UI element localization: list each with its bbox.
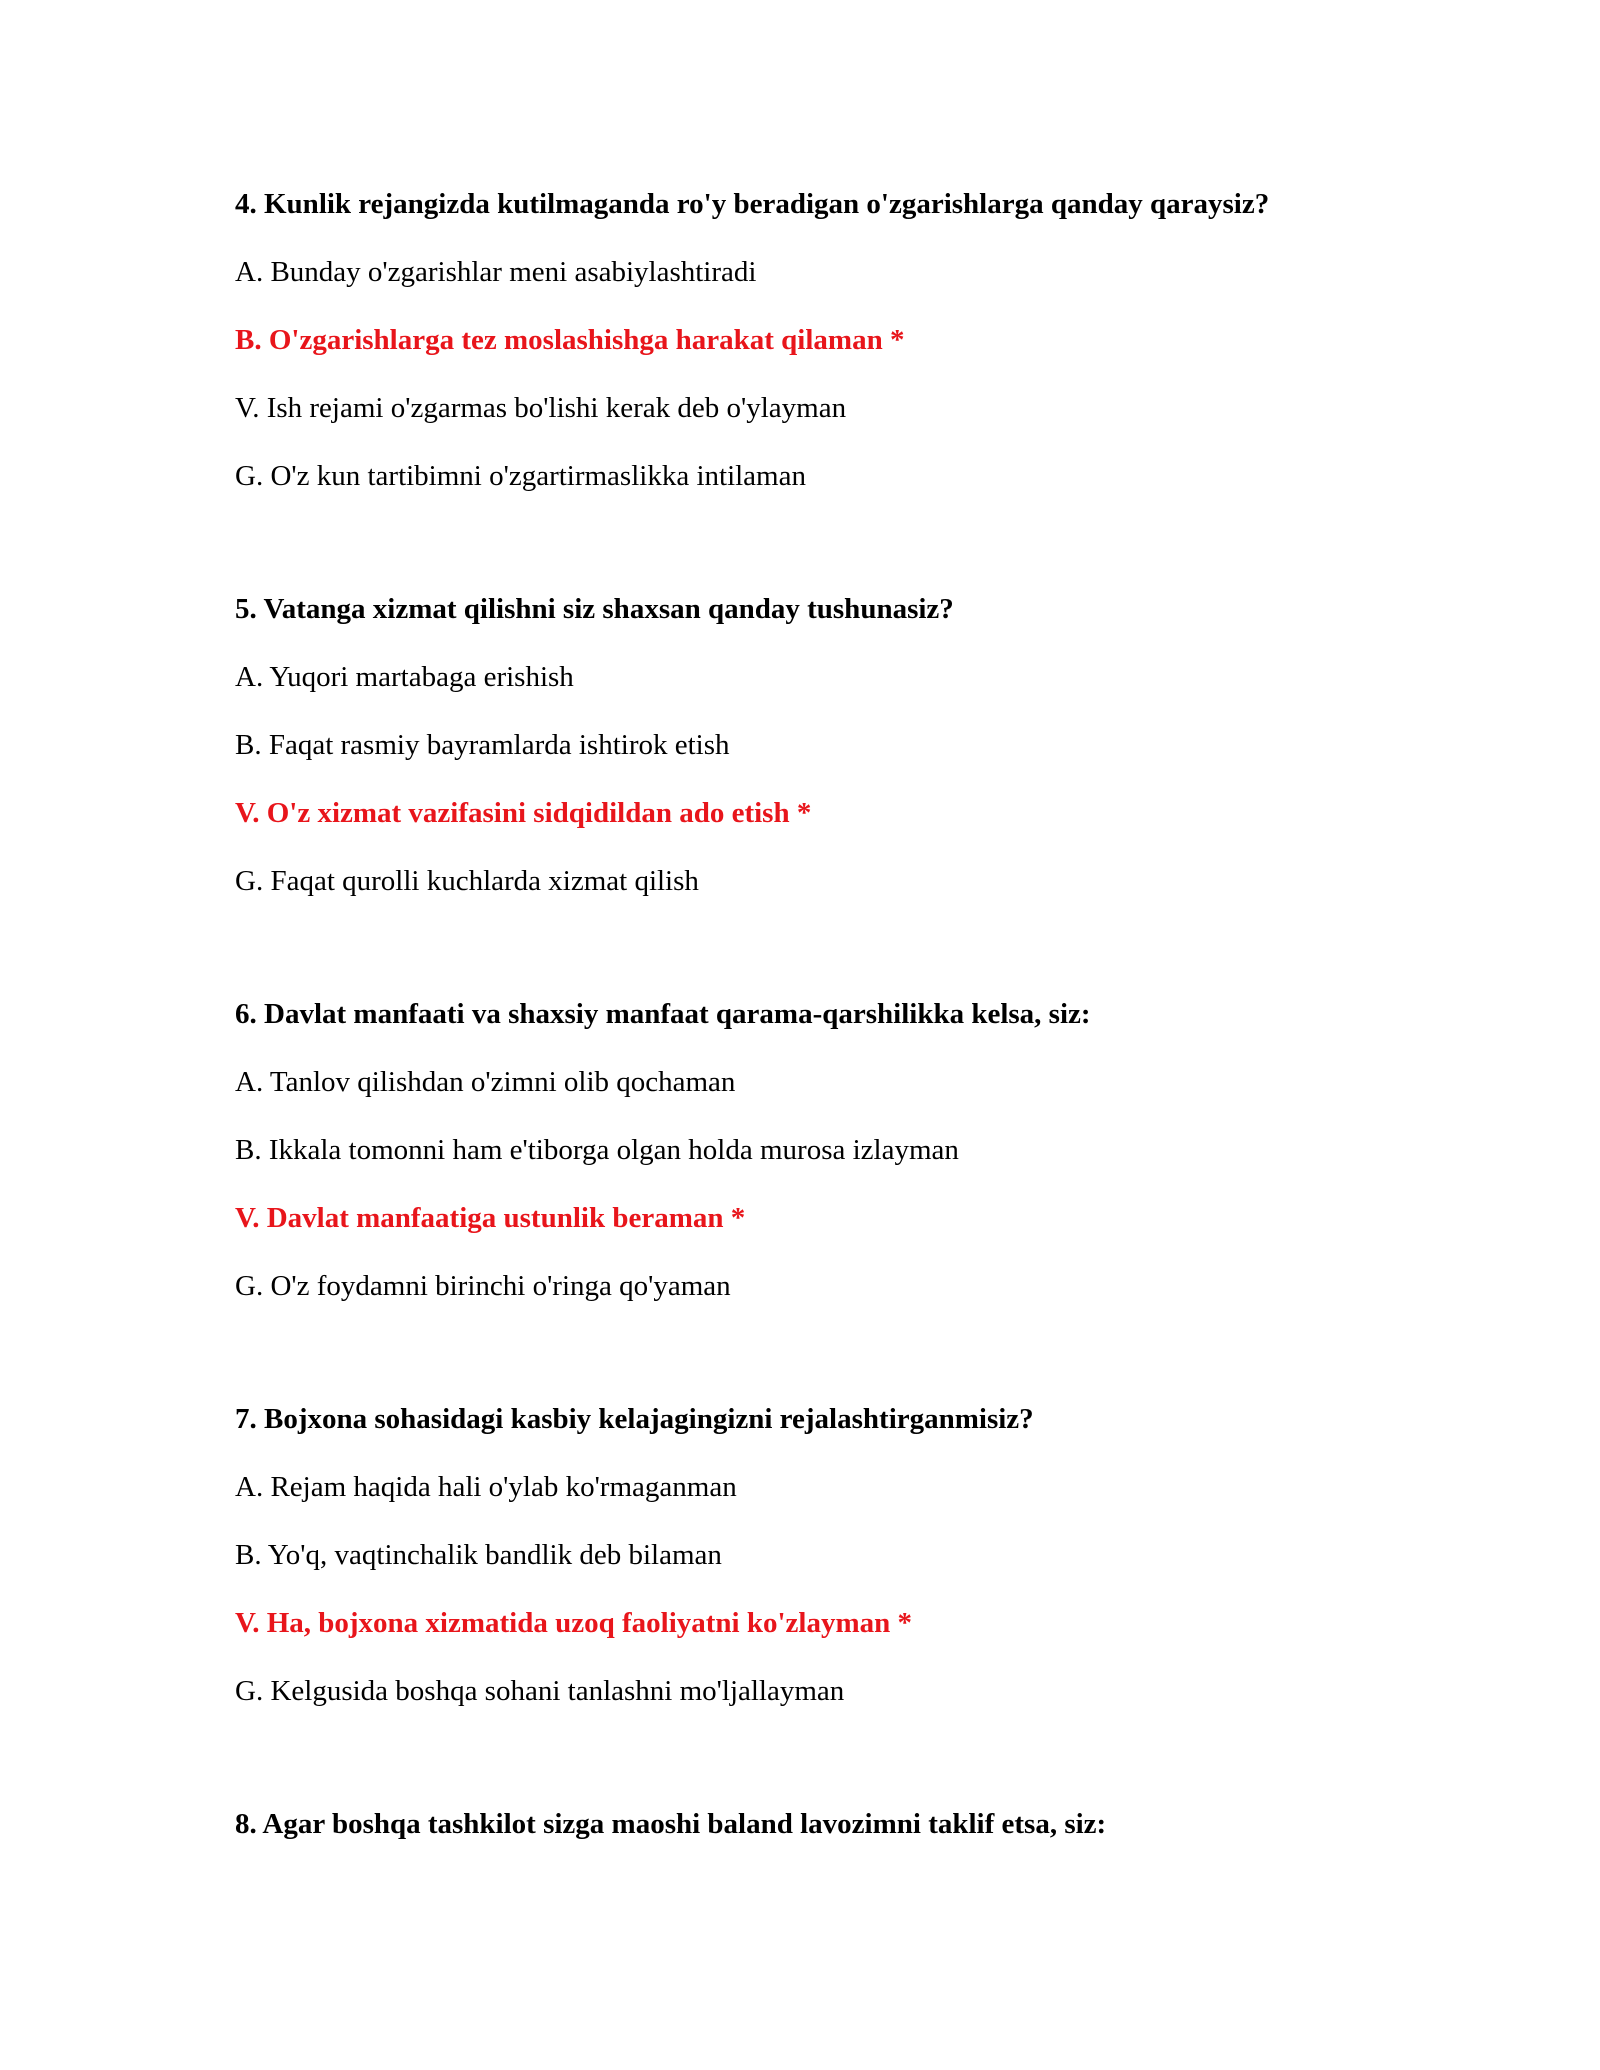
answer-list: [235, 1065, 1435, 1303]
answer-list: [235, 1470, 1435, 1708]
answer-option-a: A. Bunday o'zgarishlar meni asabiylashtiradi: [235, 256, 757, 288]
answer-option-g: G. O'z foydamni birinchi o'ringa qo'yaman: [235, 1270, 731, 1302]
question-text: 7. Bojxona sohasidagi kasbiy kelajagingizni rejalashtirganmisiz?: [235, 1403, 1034, 1435]
question-8: [235, 1807, 1435, 1841]
answer-option-b-correct: B. O'zgarishlarga tez moslashishga harakat qilaman *: [235, 324, 905, 356]
answer-option-b: B. Ikkala tomonni ham e'tiborga olgan holda murosa izlayman: [235, 1134, 959, 1166]
answer-option-v-correct: V. O'z xizmat vazifasini sidqidildan ado etish *: [235, 797, 812, 829]
answer-option-a: A. Tanlov qilishdan o'zimni olib qochaman: [235, 1066, 736, 1098]
answer-option-a: A. Yuqori martabaga erishish: [235, 661, 574, 693]
question-6: [235, 997, 1435, 1303]
answer-option-b: B. Faqat rasmiy bayramlarda ishtirok etish: [235, 729, 730, 761]
question-7: [235, 1402, 1435, 1708]
question-text: 4. Kunlik rejangizda kutilmaganda ro'y beradigan o'zgarishlarga qanday qaraysiz?: [235, 188, 1270, 220]
answer-option-a: A. Rejam haqida hali o'ylab ko'rmaganman: [235, 1471, 737, 1503]
answer-option-v-correct: V. Ha, bojxona xizmatida uzoq faoliyatni ko'zlayman *: [235, 1607, 912, 1639]
question-text: 8. Agar boshqa tashkilot sizga maoshi baland lavozimni taklif etsa, siz:: [235, 1808, 1107, 1840]
question-text: 5. Vatanga xizmat qilishni siz shaxsan qanday tushunasiz?: [235, 593, 954, 625]
answer-option-g: G. Faqat qurolli kuchlarda xizmat qilish: [235, 865, 699, 897]
answer-option-b: B. Yo'q, vaqtinchalik bandlik deb bilaman: [235, 1539, 722, 1571]
answer-list: [235, 660, 1435, 898]
question-4: [235, 187, 1435, 493]
answer-option-g: G. Kelgusida boshqa sohani tanlashni mo'ljallayman: [235, 1675, 845, 1707]
answer-option-v: V. Ish rejami o'zgarmas bo'lishi kerak deb o'ylayman: [235, 392, 847, 424]
question-5: [235, 592, 1435, 898]
answer-option-v-correct: V. Davlat manfaatiga ustunlik beraman *: [235, 1202, 746, 1234]
question-text: 6. Davlat manfaati va shaxsiy manfaat qarama-qarshilikka kelsa, siz:: [235, 998, 1091, 1030]
answer-option-g: G. O'z kun tartibimni o'zgartirmaslikka intilaman: [235, 460, 806, 492]
answer-list: [235, 255, 1435, 493]
